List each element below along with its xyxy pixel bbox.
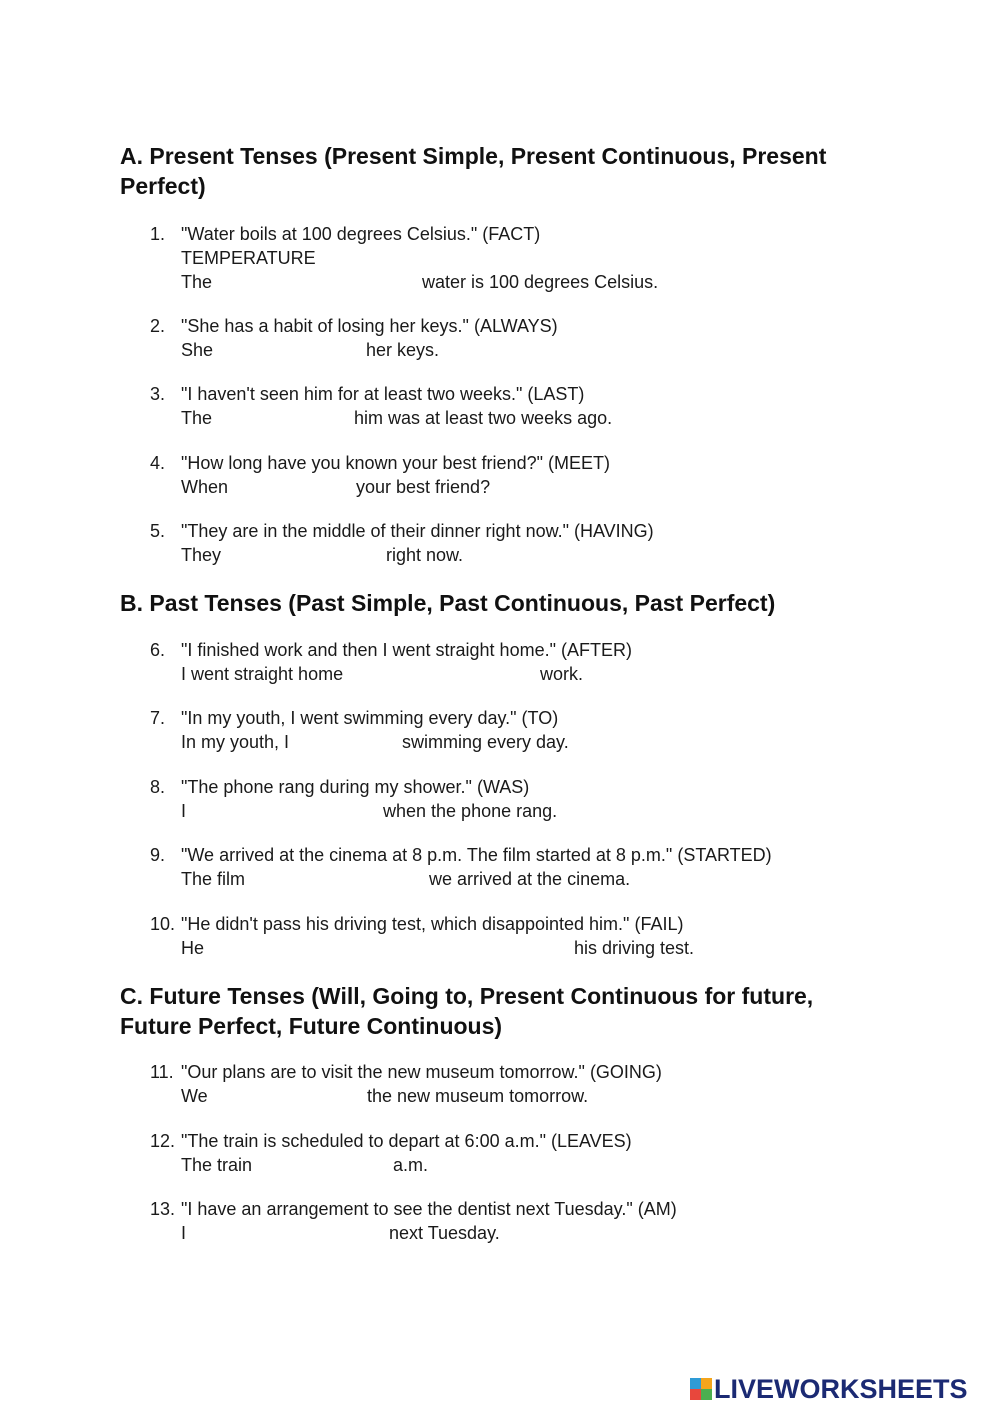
- answer-after: your best friend?: [356, 477, 491, 497]
- answer-blank[interactable]: [212, 938, 567, 958]
- item-prompt: "We arrived at the cinema at 8 p.m. The film started at 8 p.m." (STARTED): [181, 845, 772, 865]
- answer-blank[interactable]: [225, 272, 415, 292]
- answer-before: The film: [181, 869, 246, 889]
- item-prompt: "How long have you known your best friend?" (MEET): [181, 453, 610, 473]
- answer-blank[interactable]: [230, 545, 380, 565]
- item-number: 4.: [150, 453, 166, 473]
- item-prompt: "In my youth, I went swimming every day." (TO): [181, 708, 559, 728]
- item-prompt: "The phone rang during my shower." (WAS): [181, 777, 530, 797]
- answer-blank[interactable]: [222, 408, 350, 428]
- answer-before: We: [181, 1086, 208, 1106]
- answer-after: when the phone rang.: [383, 801, 558, 821]
- liveworksheets-logo[interactable]: [690, 1372, 968, 1406]
- answer-blank[interactable]: [370, 664, 535, 684]
- item-number: 1.: [150, 224, 166, 244]
- exercise-item-6: [150, 638, 870, 688]
- item-number: 9.: [150, 845, 166, 865]
- exercise-item-2: [150, 314, 870, 364]
- answer-before: The train: [181, 1155, 253, 1175]
- item-number: 10.: [150, 914, 176, 934]
- item-prompt: "I haven't seen him for at least two weeks." (LAST): [181, 384, 585, 404]
- item-prompt: "They are in the middle of their dinner right now." (HAVING): [181, 521, 654, 541]
- item-number: 7.: [150, 708, 166, 728]
- answer-after: him was at least two weeks ago.: [354, 408, 613, 428]
- answer-blank[interactable]: [266, 1155, 388, 1175]
- item-number: 5.: [150, 521, 166, 541]
- answer-blank[interactable]: [195, 1223, 383, 1243]
- item-number: 13.: [150, 1199, 176, 1219]
- item-extra: TEMPERATURE: [181, 248, 316, 268]
- answer-after: we arrived at the cinema.: [429, 869, 631, 889]
- exercise-item-4: [150, 451, 870, 501]
- item-number: 3.: [150, 384, 166, 404]
- answer-after: right now.: [386, 545, 464, 565]
- answer-after: her keys.: [366, 340, 440, 360]
- exercise-item-8: [150, 775, 870, 825]
- answer-before: They: [181, 545, 222, 565]
- exercise-item-13: [150, 1197, 870, 1247]
- item-prompt: "I have an arrangement to see the dentist next Tuesday." (AM): [181, 1199, 677, 1219]
- exercise-item-7: [150, 706, 870, 756]
- answer-blank[interactable]: [305, 732, 397, 752]
- item-prompt: "The train is scheduled to depart at 6:00 a.m." (LEAVES): [181, 1131, 632, 1151]
- item-prompt: "He didn't pass his driving test, which disappointed him." (FAIL): [181, 914, 684, 934]
- answer-after: a.m.: [393, 1155, 429, 1175]
- exercise-item-1: [150, 222, 870, 298]
- answer-before: She: [181, 340, 214, 360]
- exercise-item-11: [150, 1060, 870, 1110]
- answer-before: In my youth, I: [181, 732, 290, 752]
- answer-after: the new museum tomorrow.: [367, 1086, 589, 1106]
- answer-after: water is 100 degrees Celsius.: [422, 272, 659, 292]
- item-prompt: "I finished work and then I went straight home." (AFTER): [181, 640, 632, 660]
- answer-after: work.: [540, 664, 584, 684]
- item-number: 11.: [150, 1062, 174, 1082]
- answer-blank[interactable]: [195, 801, 377, 821]
- item-prompt: "She has a habit of losing her keys." (ALWAYS): [181, 316, 558, 336]
- answer-blank[interactable]: [240, 477, 350, 497]
- answer-after: next Tuesday.: [389, 1223, 500, 1243]
- item-number: 8.: [150, 777, 166, 797]
- answer-blank[interactable]: [260, 869, 425, 889]
- answer-after: his driving test.: [574, 938, 695, 958]
- answer-before: He: [181, 938, 205, 958]
- exercise-item-5: [150, 519, 870, 569]
- exercise-item-10: [150, 912, 870, 962]
- exercise-item-9: [150, 843, 870, 893]
- answer-after: swimming every day.: [402, 732, 569, 752]
- item-number: 6.: [150, 640, 166, 660]
- answer-before: I: [181, 801, 187, 821]
- exercise-item-12: [150, 1129, 870, 1179]
- answer-blank[interactable]: [218, 1086, 360, 1106]
- item-number: 2.: [150, 316, 166, 336]
- answer-before: The: [181, 272, 213, 292]
- section-c-title: C. Future Tenses (Will, Going to, Present Continuous for future, Future Perfect, Future Continuous): [120, 983, 814, 1039]
- answer-before: I went straight home: [181, 664, 344, 684]
- item-prompt: "Water boils at 100 degrees Celsius." (FACT): [181, 224, 541, 244]
- answer-blank[interactable]: [222, 340, 360, 360]
- item-number: 12.: [150, 1131, 176, 1151]
- logo-text: LIVEWORKSHEETS: [714, 1373, 968, 1404]
- answer-before: The: [181, 408, 213, 428]
- answer-before: When: [181, 477, 229, 497]
- exercise-item-3: [150, 382, 870, 432]
- logo-squares-icon: [690, 1378, 712, 1400]
- section-a-title: A. Present Tenses (Present Simple, Present Continuous, Present Perfect): [120, 143, 827, 199]
- answer-before: I: [181, 1223, 187, 1243]
- item-prompt: "Our plans are to visit the new museum tomorrow." (GOING): [181, 1062, 662, 1082]
- section-b-title: B. Past Tenses (Past Simple, Past Continuous, Past Perfect): [120, 590, 776, 616]
